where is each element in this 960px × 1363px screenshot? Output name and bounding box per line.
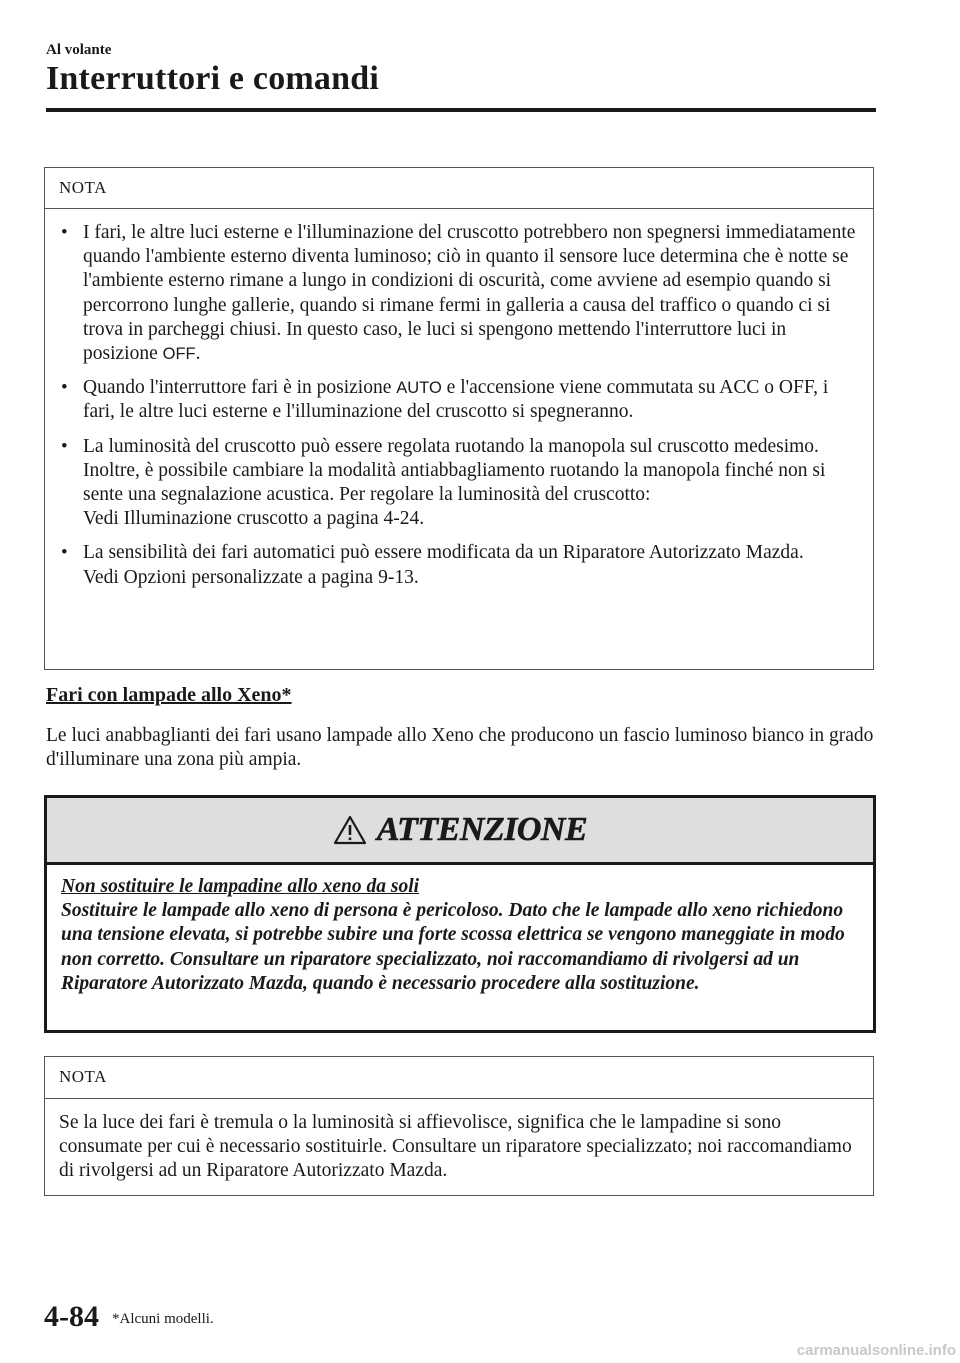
- warning-header: [47, 798, 873, 865]
- title-rule: [46, 108, 876, 112]
- bullet-icon: •: [61, 542, 68, 564]
- warning-triangle-icon: [333, 815, 367, 845]
- section-label: Al volante: [46, 42, 112, 58]
- warning-text: Sostituire le lampade allo xeno di persona è pericoloso. Dato che le lampade allo xeno richiedono una tensione elevata, si potrebbe subire una forte scossa elettrica se vengono maneggiate in modo non corretto. Consultare un riparatore specializzato, noi raccomandiamo di rivolgersi ad un Riparatore Autorizzato Mazda, quando è necessario procedere alla sostituzione.: [61, 900, 845, 994]
- note-bullet-list: [45, 209, 873, 590]
- list-item: • La luminosità del cruscotto può essere regolata ruotando la manopola sul cruscotto medesimo. Inoltre, è possibile cambiare la modalità antiabbagliamento ruotando la manopola finché non si sente una segnalazione acustica. Per regolare la luminosità del cruscotto: Vedi Illuminazione cruscotto a pagina 4-24.: [61, 435, 826, 530]
- page-reference: Vedi Opzioni personalizzate a pagina 9-13.: [83, 566, 419, 588]
- keyword: OFF: [162, 345, 196, 364]
- note-text: Se la luce dei fari è tremula o la luminosità si affievolisce, significa che le lampadine si sono consumate per cui è necessario sostituirle. Consultare un riparatore specializzato; noi raccomandiamo di rivolgersi ad un Riparatore Autorizzato Mazda.: [59, 1112, 852, 1182]
- page-title: Interruttori e comandi: [46, 60, 379, 97]
- page-number: 4-84: [44, 1300, 99, 1333]
- bullet-icon: •: [61, 222, 68, 243]
- keyword: AUTO: [396, 379, 442, 398]
- list-item: • La sensibilità dei fari automatici può essere modificata da un Riparatore Autorizzato Mazda. Vedi Opzioni personalizzate a pagina 9-13.: [61, 542, 804, 588]
- list-item: • Quando l'interruttore fari è in posizione AUTO e l'accensione viene commutata su ACC o OFF, i fari, le altre luci esterne e l'illuminazione del cruscotto si spegneranno.: [61, 377, 829, 423]
- list-item: • I fari, le altre luci esterne e l'illuminazione del cruscotto potrebbero non spegnersi immediatamente quando l'ambiente esterno diventa luminoso; ciò in quanto il sensore luce determina che è notte se l'ambiente esterno rimane a lungo in condizioni di oscurità, come avviene ad esempio quando si percorrono lunghe gallerie, quando si rimane fermi in galleria a causa del traffico o quando ci si trova in parcheggi chiusi. In questo caso, le luci si spengono mettendo l'interruttore luci in posizione OFF.: [61, 222, 856, 365]
- note-box: [44, 167, 874, 670]
- warning-box: [44, 795, 876, 1033]
- watermark: carmanualsonline.info: [796, 1342, 956, 1359]
- note-label: NOTA: [45, 168, 873, 209]
- section-heading: Fari con lampade allo Xeno*: [46, 684, 292, 706]
- bullet-icon: •: [61, 377, 68, 399]
- bullet-icon: •: [61, 435, 68, 457]
- warning-body: [47, 865, 873, 996]
- note-label: NOTA: [45, 1057, 873, 1099]
- section-paragraph: Le luci anabbaglianti dei fari usano lampade allo Xeno che producono un fascio luminoso bianco in grado d'illuminare una zona più ampia.: [46, 725, 874, 771]
- page-reference: Vedi Illuminazione cruscotto a pagina 4-24.: [83, 508, 425, 530]
- note-box: [44, 1056, 874, 1196]
- warning-title: ATTENZIONE: [376, 811, 588, 848]
- warning-subtitle: Non sostituire le lampadine allo xeno da soli: [61, 876, 420, 897]
- footnote: *Alcuni modelli.: [112, 1311, 214, 1327]
